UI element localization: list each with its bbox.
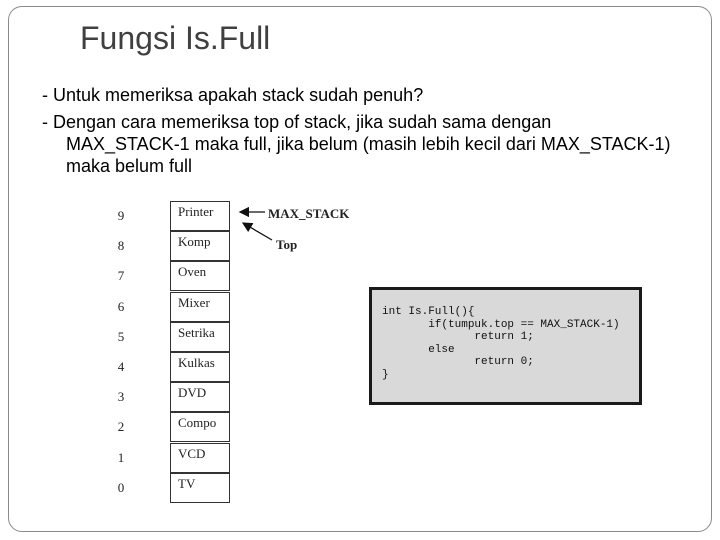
bullet-continuation: MAX_STACK-1 maka full, jika belum (masih lebih kecil dari MAX_STACK-1) maka belum full [66, 134, 671, 176]
bullet-text: - Untuk memeriksa apakah stack sudah penuh? [42, 85, 424, 105]
stack-index: 8 [117, 238, 125, 254]
stack-index: 2 [117, 419, 125, 435]
stack-cell: Compo [170, 412, 230, 442]
slide-title: Fungsi Is.Full [80, 20, 271, 56]
stack-cell: Mixer [170, 292, 230, 322]
stack-cell: Printer [170, 201, 230, 231]
stack-cell: Setrika [170, 322, 230, 352]
max-stack-label: MAX_STACK [268, 206, 350, 221]
stack-index: 6 [117, 298, 125, 314]
stack-cell: TV [170, 473, 230, 503]
stack-index: 3 [117, 389, 125, 405]
stack-index: 9 [117, 208, 125, 223]
top-label: Top [276, 237, 298, 252]
code-box [369, 287, 642, 405]
stack-index: 5 [117, 328, 125, 344]
bullet-text: - Dengan cara memeriksa top of stack, jika sudah sama dengan [42, 112, 552, 132]
code-text: int Is.Full(){ if(tumpuk.top == MAX_STACK-1) return 1; else return 0; } [382, 306, 620, 381]
stack-cell: Kulkas [170, 352, 230, 382]
stack-cell: Komp [170, 231, 230, 261]
stack-index: 1 [117, 449, 125, 465]
stack-index: 4 [117, 359, 125, 374]
stack-index: 7 [117, 268, 125, 284]
stack-cell: DVD [170, 382, 230, 412]
stack-index: 0 [117, 479, 125, 495]
stack-cell: Oven [170, 261, 230, 291]
top-arrow [243, 223, 272, 240]
stack-cell: VCD [170, 443, 230, 473]
